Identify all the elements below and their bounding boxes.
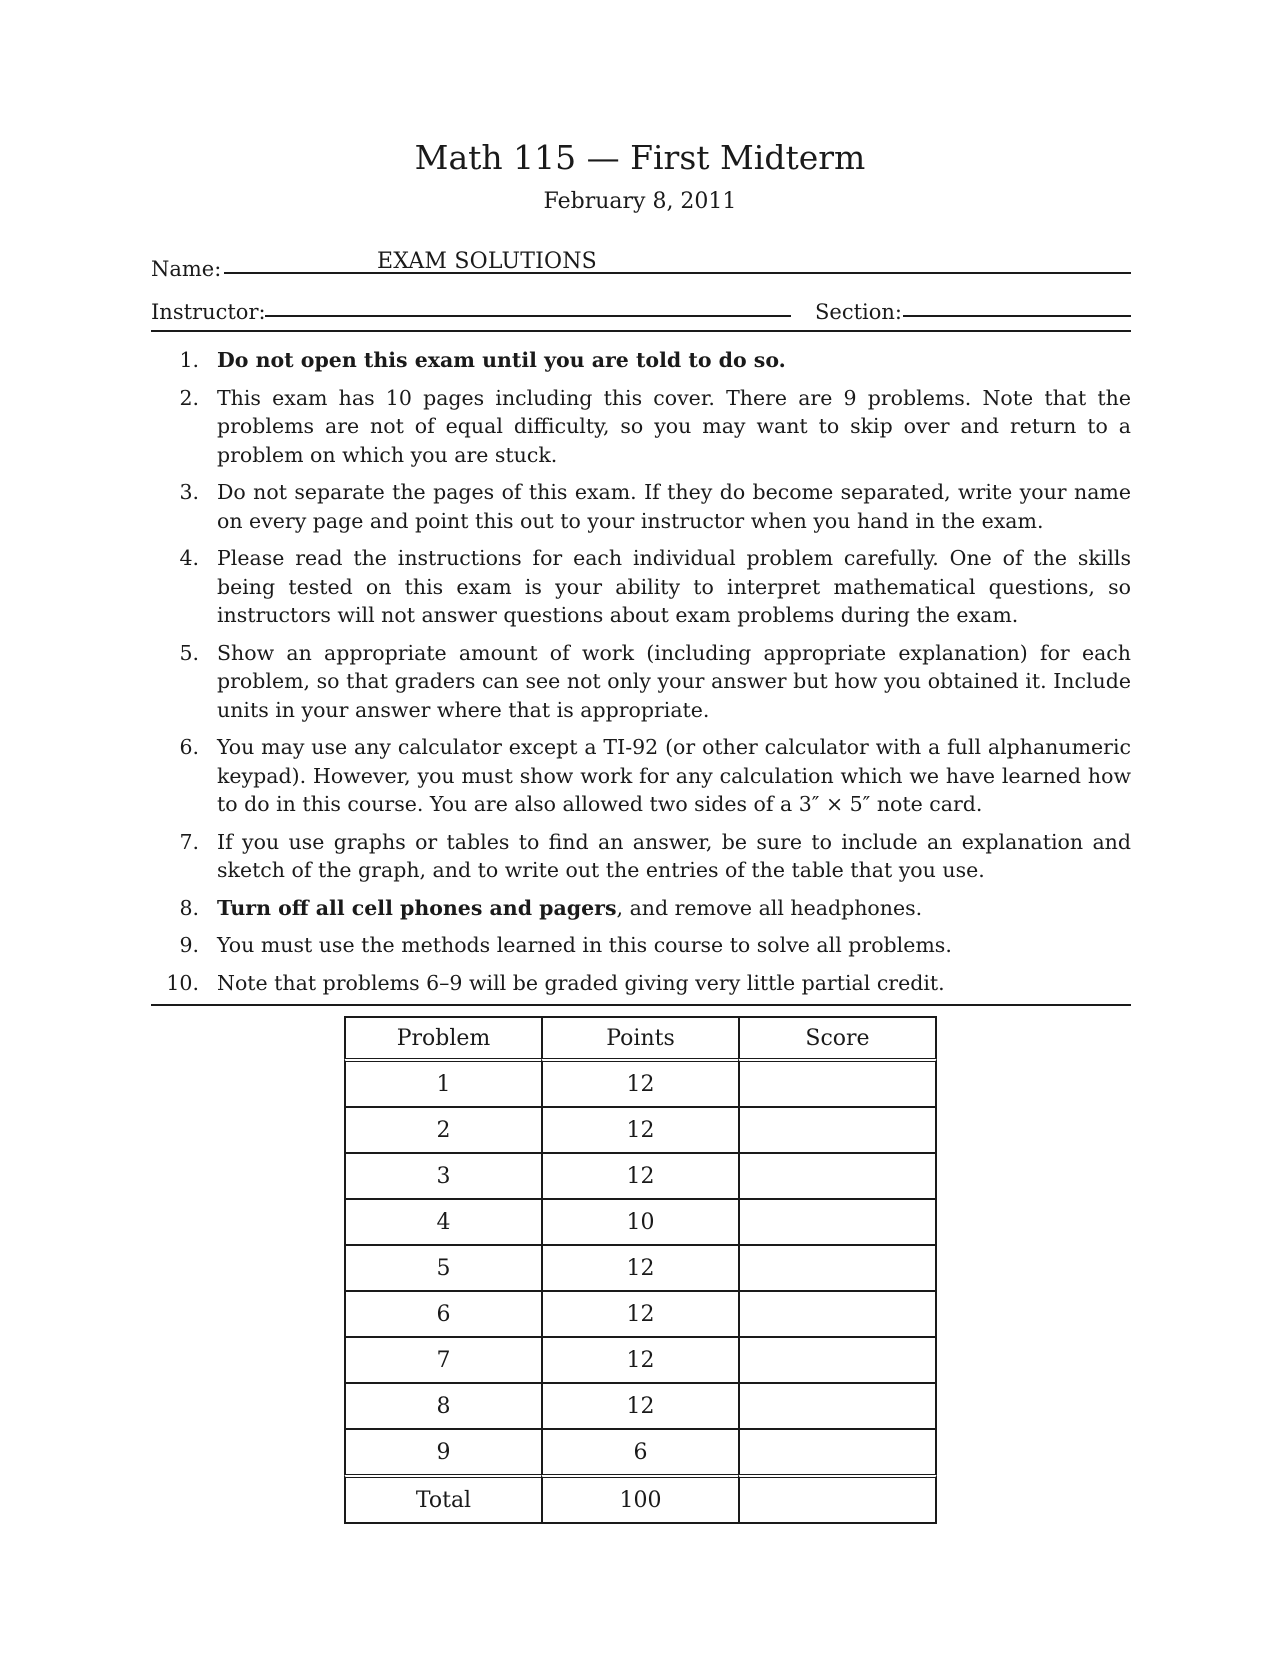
instruction-text: Please read the instructions for each individual problem carefully. One of the skills being tested on this exam is your ability to interpret mathematical questions, so instructors will not answer questions about exam problems during the exam. <box>217 546 1131 627</box>
instruction-text: Show an appropriate amount of work (including appropriate explanation) for each problem, so that graders can see not only your answer but how you obtained it. Include units in your answer where that is appropriate. <box>217 640 1131 722</box>
instruction-item <box>151 346 1131 375</box>
instruction-number: 9. <box>179 933 199 957</box>
instruction-number: 4. <box>179 546 199 570</box>
header-points: Points <box>541 1016 738 1058</box>
instruction-item <box>151 894 1131 923</box>
bottom-rule <box>151 1004 1131 1006</box>
section-label: Section: <box>815 300 902 324</box>
score-cell <box>738 1382 937 1428</box>
points-cell: 12 <box>541 1382 738 1428</box>
total-points: 100 <box>541 1474 738 1524</box>
instructions-list <box>151 346 1131 1006</box>
problem-cell: 7 <box>344 1336 541 1382</box>
instruction-text: If you use graphs or tables to find an answer, be sure to include an explanation and sketch of the graph, and to write out the entries of the table that you use. <box>217 829 1131 882</box>
table-row <box>344 1106 937 1152</box>
instruction-number: 7. <box>179 829 199 854</box>
points-cell: 12 <box>541 1290 738 1336</box>
instruction-item <box>151 969 1131 998</box>
total-label: Total <box>344 1474 541 1524</box>
table-row <box>344 1058 937 1106</box>
problem-cell: 8 <box>344 1382 541 1428</box>
table-row <box>344 1198 937 1244</box>
points-cell: 6 <box>541 1428 738 1474</box>
instructor-line <box>265 315 791 317</box>
instruction-text: This exam has 10 pages including this cover. There are 9 problems. Note that the problems are not of equal difficulty, so you may want to skip over and return to a problem on which you are stuck. <box>217 385 1131 467</box>
score-cell <box>738 1244 937 1290</box>
instruction-item <box>151 384 1131 470</box>
instruction-item <box>151 639 1131 725</box>
instruction-text: Do not separate the pages of this exam. If they do become separated, write your name on every page and point this out to your instructor when you hand in the exam. <box>217 480 1131 533</box>
table-row <box>344 1336 937 1382</box>
section-line <box>903 315 1131 317</box>
name-value: EXAM SOLUTIONS <box>377 249 597 274</box>
instruction-number: 2. <box>179 385 199 410</box>
problem-cell: 1 <box>344 1058 541 1106</box>
score-cell <box>738 1336 937 1382</box>
instruction-item <box>151 931 1131 960</box>
points-cell: 12 <box>541 1244 738 1290</box>
instruction-item <box>151 544 1131 630</box>
instruction-item <box>151 733 1131 819</box>
instruction-text: You may use any calculator except a TI-92 (or other calculator with a full alphanumeric keypad). However, you must show work for any calculation which we have learned how to do in this course. You are also allowed two sides of a 3″ × 5″ note card. <box>217 735 1131 816</box>
name-label: Name: <box>151 257 222 281</box>
points-cell: 12 <box>541 1106 738 1152</box>
name-line <box>224 272 1131 274</box>
header-score: Score <box>738 1016 937 1058</box>
score-cell <box>738 1198 937 1244</box>
exam-date: February 8, 2011 <box>543 189 737 214</box>
instruction-number: 8. <box>179 895 199 920</box>
problem-cell: 6 <box>344 1290 541 1336</box>
total-row <box>344 1474 937 1524</box>
score-cell <box>738 1152 937 1198</box>
instruction-number: 5. <box>179 640 199 665</box>
instruction-item <box>151 478 1131 535</box>
table-row <box>344 1382 937 1428</box>
problem-cell: 2 <box>344 1106 541 1152</box>
instruction-number: 6. <box>179 735 199 759</box>
table-row <box>344 1290 937 1336</box>
points-cell: 12 <box>541 1058 738 1106</box>
total-score <box>738 1474 937 1524</box>
instruction-item <box>151 828 1131 885</box>
header-problem: Problem <box>344 1016 541 1058</box>
score-cell <box>738 1290 937 1336</box>
score-table <box>344 1016 937 1524</box>
instruction-text: You must use the methods learned in this course to solve all problems. <box>217 933 952 957</box>
instruction-number: 3. <box>179 480 199 504</box>
instruction-text <box>217 346 1131 375</box>
score-cell <box>738 1058 937 1106</box>
table-row <box>344 1244 937 1290</box>
points-cell: 12 <box>541 1152 738 1198</box>
problem-cell: 4 <box>344 1198 541 1244</box>
table-row <box>344 1152 937 1198</box>
problem-cell: 9 <box>344 1428 541 1474</box>
instruction-text: Turn off all cell phones and pagers, and remove all headphones. <box>217 895 923 920</box>
instruction-text: Note that problems 6–9 will be graded giving very little partial credit. <box>217 970 945 995</box>
points-cell: 10 <box>541 1198 738 1244</box>
instruction-bold: Do not open this exam until you are told to do so. <box>217 348 786 372</box>
table-row <box>344 1428 937 1474</box>
points-cell: 12 <box>541 1336 738 1382</box>
instructor-label: Instructor: <box>151 300 266 324</box>
score-table-header <box>344 1016 937 1058</box>
problem-cell: 5 <box>344 1244 541 1290</box>
score-cell <box>738 1106 937 1152</box>
score-cell <box>738 1428 937 1474</box>
instruction-number: 10. <box>166 970 199 995</box>
top-rule <box>151 330 1131 332</box>
instruction-number: 1. <box>179 348 199 372</box>
problem-cell: 3 <box>344 1152 541 1198</box>
exam-title: Math 115 — First Midterm <box>414 138 866 177</box>
